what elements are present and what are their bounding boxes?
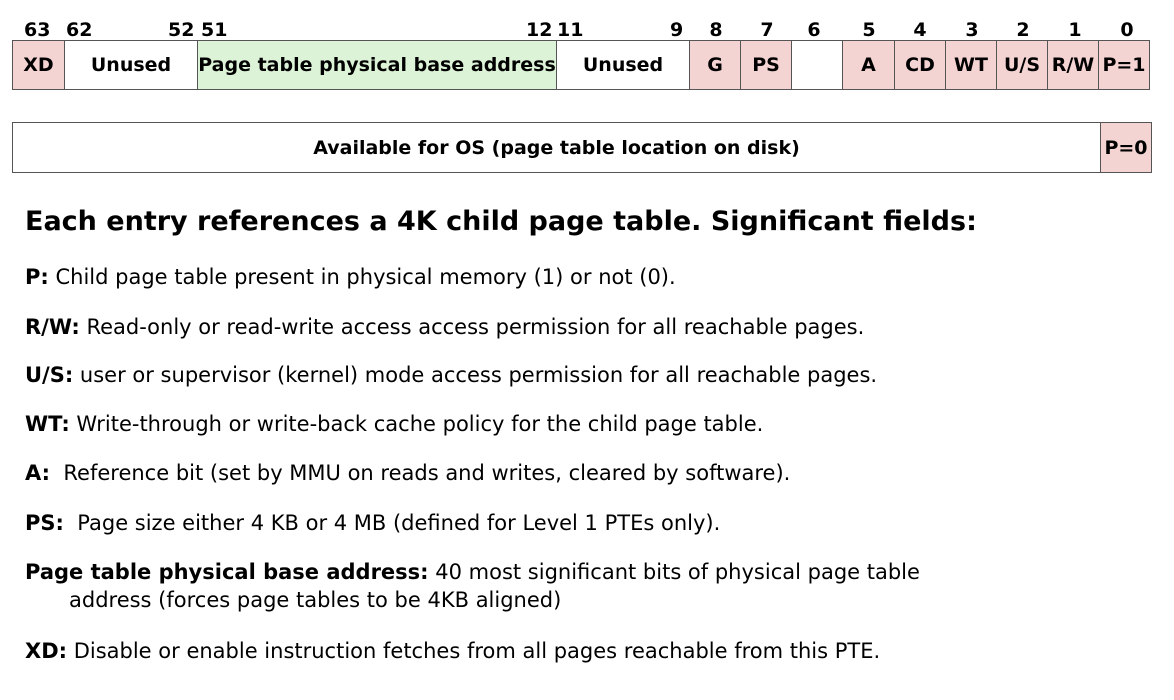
bit-number-7: 7 <box>760 19 774 41</box>
bit-number-0: 0 <box>1120 19 1134 41</box>
field-unused-high: Unused <box>65 41 198 89</box>
description-term: P: <box>25 265 49 289</box>
description-term: R/W: <box>25 315 80 339</box>
bit-number-2: 2 <box>1016 19 1030 41</box>
bit-number-5: 5 <box>862 19 876 41</box>
field-rw: R/W <box>1048 41 1099 89</box>
present-entry-layout <box>12 40 1150 90</box>
field-available-for-os: Available for OS (page table location on disk) <box>13 123 1101 172</box>
description-rw <box>25 313 864 341</box>
bit-number-62: 62 <box>66 19 93 41</box>
absent-entry-layout <box>12 122 1152 173</box>
field-p-present: P=1 <box>1099 41 1149 89</box>
description-text: Child page table present in physical memory (1) or not (0). <box>48 265 676 289</box>
field-ps: PS <box>741 41 792 89</box>
field-wt: WT <box>946 41 997 89</box>
description-p <box>25 263 676 291</box>
bit-number-9: 9 <box>670 19 684 41</box>
field-cd: CD <box>895 41 946 89</box>
field-g: G <box>690 41 741 89</box>
description-term: XD: <box>25 639 68 663</box>
bit-number-51: 51 <box>201 19 228 41</box>
field-p-absent: P=0 <box>1101 123 1151 172</box>
description-term: PS: <box>25 511 64 535</box>
description-term: U/S: <box>25 363 74 387</box>
description-text: user or supervisor (kernel) mode access permission for all reachable pages. <box>73 363 878 387</box>
bit-number-63: 63 <box>24 19 51 41</box>
description-term: Page table physical base address: <box>25 560 429 584</box>
bit-number-3: 3 <box>965 19 979 41</box>
description-wt <box>25 410 763 438</box>
description-xd <box>25 637 880 665</box>
description-text: Reference bit (set by MMU on reads and writes, cleared by software). <box>50 461 791 485</box>
description-base-address <box>25 558 920 614</box>
description-term: WT: <box>25 412 70 436</box>
bit-number-4: 4 <box>913 19 927 41</box>
field-page-table-base-address: Page table physical base address <box>198 41 557 89</box>
field-unused-low: Unused <box>557 41 690 89</box>
description-us <box>25 361 877 389</box>
bit-number-52: 52 <box>168 19 195 41</box>
description-text: Disable or enable instruction fetches from all pages reachable from this PTE. <box>67 639 881 663</box>
description-continuation: address (forces page tables to be 4KB aligned) <box>69 588 562 612</box>
bit-number-11: 11 <box>557 19 584 41</box>
field-us: U/S <box>997 41 1048 89</box>
description-ps <box>25 509 720 537</box>
field-a: A <box>843 41 895 89</box>
description-text: Read-only or read-write access access permission for all reachable pages. <box>79 315 865 339</box>
fields-heading: Each entry references a 4K child page table. Significant fields: <box>25 206 977 237</box>
field-xd: XD <box>13 41 65 89</box>
description-a <box>25 459 790 487</box>
bit-number-8: 8 <box>709 19 723 41</box>
bit-number-6: 6 <box>807 19 821 41</box>
description-text: Page size either 4 KB or 4 MB (defined for Level 1 PTEs only). <box>63 511 721 535</box>
bit-number-12: 12 <box>526 19 553 41</box>
field-bit-6 <box>792 41 843 89</box>
description-text: 40 most significant bits of physical page table <box>428 560 920 584</box>
description-term: A: <box>25 461 51 485</box>
bit-number-1: 1 <box>1068 19 1082 41</box>
description-text: Write-through or write-back cache policy for the child page table. <box>69 412 764 436</box>
